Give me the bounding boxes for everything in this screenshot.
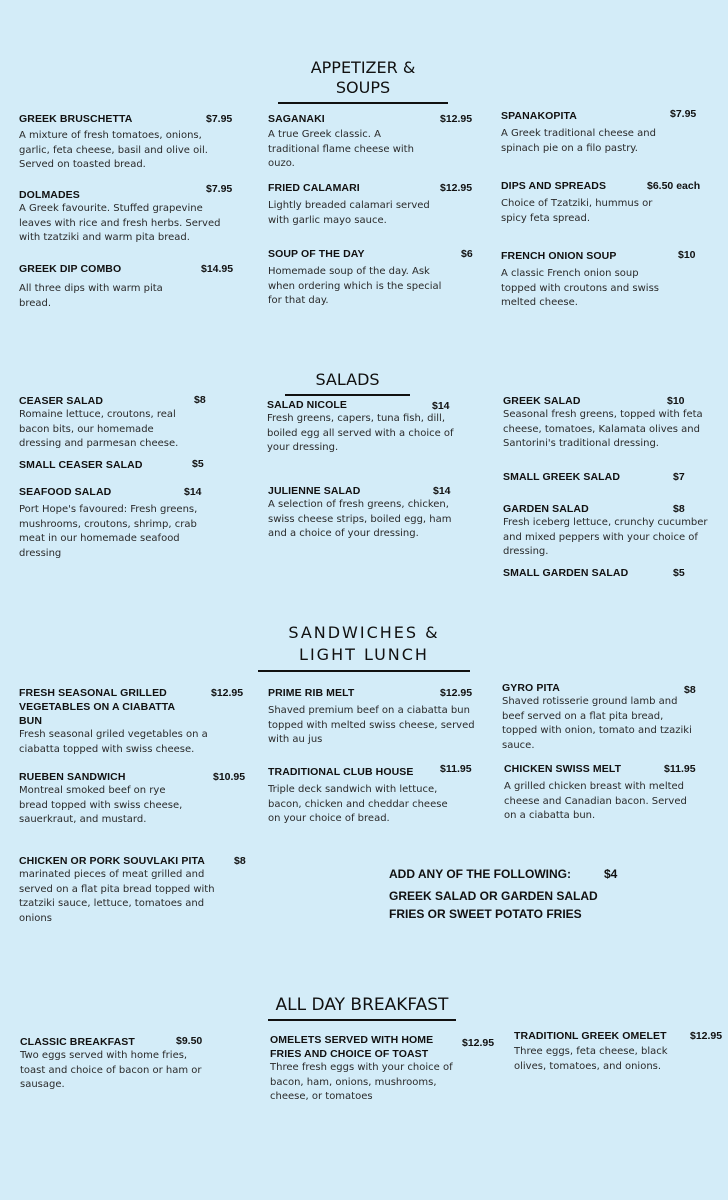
- menu-item-dips-and-spreads: DIPS AND SPREADS $6.50 each Choice of Tzatziki, hummus or spicy feta spread.: [501, 180, 701, 224]
- section-divider: [278, 102, 448, 104]
- menu-item-seafood-salad: SEAFOOD SALAD $14 Port Hope's favoured: Fresh greens, mushrooms, croutons, shrimp, crab meat in our homemade seafood dressing: [19, 486, 202, 559]
- menu-item-club-house: TRADITIONAL CLUB HOUSE $11.95 Triple deck sandwich with lettuce, bacon, chicken and cheddar cheese on your choice of bread.: [268, 763, 472, 824]
- addon-line-salads: GREEK SALAD OR GARDEN SALAD: [389, 889, 598, 903]
- section-title-appetizers: APPETIZER & SOUPS: [278, 58, 448, 98]
- menu-item-greek-omelet: TRADITIONL GREEK OMELET $12.95 Three eggs, feta cheese, black olives, tomatoes, and onions.: [514, 1030, 723, 1072]
- section-title-breakfast: ALL DAY BREAKFAST: [268, 995, 456, 1015]
- section-title-salads: SALADS: [285, 370, 410, 390]
- menu-item-dolmades: DOLMADES $7.95 A Greek favourite. Stuffed grapevine leaves with rice and fresh herbs. Served with tzatziki and warm pita bread.: [19, 183, 233, 243]
- menu-item-ceaser-salad: CEASER SALAD $8 Romaine lettuce, croutons, real bacon bits, our homemade dressing and parmesan cheese.: [19, 394, 206, 449]
- menu-item-salad-nicole: SALAD NICOLE $14 Fresh greens, capers, tuna fish, dill, boiled egg all served with a choice of your dressing.: [267, 399, 454, 453]
- menu-item-spanakopita: SPANAKOPITA $7.95 A Greek traditional cheese and spinach pie on a filo pastry.: [501, 108, 697, 154]
- menu-item-fried-calamari: FRIED CALAMARI $12.95 Lightly breaded calamari served with garlic mayo sauce.: [268, 182, 473, 226]
- section-divider: [285, 394, 410, 396]
- section-title-sandwiches: SANDWICHES & LIGHT LUNCH: [258, 622, 470, 666]
- menu-item-prime-rib-melt: PRIME RIB MELT $12.95 Shaved premium beef on a ciabatta bun topped with melted swiss cheese, served with au jus: [268, 687, 475, 745]
- addon-line-fries: FRIES OR SWEET POTATO FRIES: [389, 907, 582, 921]
- menu-item-greek-dip-combo: GREEK DIP COMBO $14.95 All three dips with warm pita bread.: [19, 263, 234, 309]
- menu-item-soup-of-the-day: SOUP OF THE DAY $6 Homemade soup of the day. Ask when ordering which is the special for that day.: [268, 248, 473, 306]
- menu-item-classic-breakfast: CLASSIC BREAKFAST $9.50 Two eggs served with home fries, toast and choice of bacon or ham or sausage.: [20, 1035, 203, 1090]
- section-divider: [258, 670, 470, 672]
- menu-item-omelets: OMELETS SERVED WITH HOME FRIES AND CHOICE OF TOAST $12.95 Three fresh eggs with your choice of bacon, ham, onions, mushrooms, cheese, or tomatoes: [270, 1034, 495, 1102]
- menu-item-chicken-swiss-melt: CHICKEN SWISS MELT $11.95 A grilled chicken breast with melted cheese and Canadian bacon. Served on a ciabatta bun.: [504, 763, 696, 821]
- section-divider: [268, 1019, 456, 1021]
- menu-item-grilled-vegetables: FRESH SEASONAL GRILLED VEGETABLES ON A CIABATTA BUN $12.95 Fresh seasonal griled vegetables on a ciabatta topped with swiss cheese.: [19, 687, 244, 755]
- menu-item-french-onion-soup: FRENCH ONION SOUP $10 A classic French onion soup topped with croutons and swiss melted cheese.: [501, 249, 696, 308]
- menu-item-souvlaki-pita: CHICKEN OR PORK SOUVLAKI PITA $8 marinated pieces of meat grilled and served on a flat pita bread topped with tzatziki sauce, lettuce, tomatoes and onions: [19, 855, 246, 924]
- menu-item-small-garden-salad: SMALL GARDEN SALAD $5: [503, 567, 685, 579]
- menu-item-garden-salad: GARDEN SALAD $8 Fresh iceberg lettuce, crunchy cucumber and mixed peppers with your choice of dressing.: [503, 503, 708, 557]
- menu-item-gyro-pita: GYRO PITA $8 Shaved rotisserie ground lamb and beef served on a flat pita bread, topped with onion, tomato and tzaziki sauce.: [502, 682, 696, 751]
- menu-item-saganaki: SAGANAKI $12.95 A true Greek classic. A traditional flame cheese with ouzo.: [268, 113, 473, 169]
- menu-item-greek-salad: GREEK SALAD $10 Seasonal fresh greens, topped with feta cheese, tomatoes, Kalamata olives and Santorini's traditional dressing.: [503, 395, 703, 449]
- menu-item-small-ceaser-salad: SMALL CEASER SALAD $5: [19, 458, 204, 471]
- menu-item-rueben-sandwich: RUEBEN SANDWICH $10.95 Montreal smoked beef on rye bread topped with swiss cheese, sauerkraut, and mustard.: [19, 771, 246, 825]
- menu-item-greek-bruschetta: GREEK BRUSCHETTA $7.95 A mixture of fresh tomatoes, onions, garlic, feta cheese, basil and olive oil. Served on toasted bread.: [19, 113, 233, 170]
- addon-price: $4: [604, 867, 618, 881]
- addon-heading: ADD ANY OF THE FOLLOWING:: [389, 867, 571, 881]
- menu-item-small-greek-salad: SMALL GREEK SALAD $7: [503, 471, 685, 483]
- menu-item-julienne-salad: JULIENNE SALAD $14 A selection of fresh greens, chicken, swiss cheese strips, boiled egg, ham and a choice of your dressing.: [268, 485, 452, 539]
